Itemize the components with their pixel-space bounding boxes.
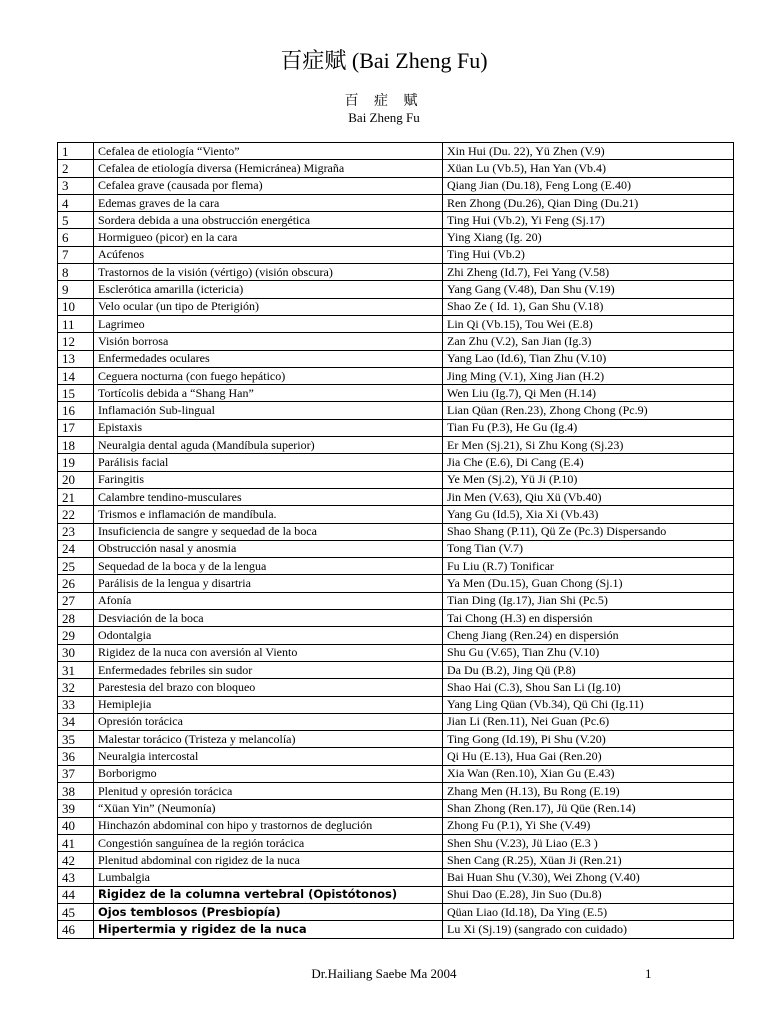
symptom-cell: Enfermedades febriles sin sudor (94, 661, 443, 678)
points-cell: Lin Qi (Vb.15), Tou Wei (E.8) (443, 315, 734, 332)
points-cell: Er Men (Sj.21), Si Zhu Kong (Sj.23) (443, 437, 734, 454)
row-number: 35 (58, 731, 94, 748)
points-cell: Yang Lao (Id.6), Tian Zhu (V.10) (443, 350, 734, 367)
row-number: 12 (58, 333, 94, 350)
table-row (58, 869, 734, 886)
symptoms-table (57, 142, 734, 939)
row-number: 28 (58, 610, 94, 627)
row-number: 3 (58, 177, 94, 194)
symptom-cell: Sequedad de la boca y de la lengua (94, 558, 443, 575)
symptom-cell: Insuficiencia de sangre y sequedad de la boca (94, 523, 443, 540)
table-row (58, 177, 734, 194)
table-row (58, 229, 734, 246)
page-title: 百症赋 (Bai Zheng Fu) (280, 48, 488, 73)
points-cell: Ye Men (Sj.2), Yü Ji (P.10) (443, 471, 734, 488)
symptom-cell: Odontalgia (94, 627, 443, 644)
row-number: 18 (58, 437, 94, 454)
points-cell: Tian Fu (P.3), He Gu (Ig.4) (443, 419, 734, 436)
row-number: 22 (58, 506, 94, 523)
row-number: 40 (58, 817, 94, 834)
symptom-cell: Velo ocular (un tipo de Pterigión) (94, 298, 443, 315)
row-number: 21 (58, 488, 94, 505)
table-row (58, 886, 734, 903)
symptom-cell: Epistaxis (94, 419, 443, 436)
table-row (58, 644, 734, 661)
symptom-cell: Desviación de la boca (94, 610, 443, 627)
row-number: 17 (58, 419, 94, 436)
row-number: 26 (58, 575, 94, 592)
row-number: 37 (58, 765, 94, 782)
points-cell: Cheng Jiang (Ren.24) en dispersión (443, 627, 734, 644)
points-cell: Xia Wan (Ren.10), Xian Gu (E.43) (443, 765, 734, 782)
points-cell: Jian Li (Ren.11), Nei Guan (Pc.6) (443, 713, 734, 730)
row-number: 25 (58, 558, 94, 575)
row-number: 30 (58, 644, 94, 661)
points-cell: Tong Tian (V.7) (443, 540, 734, 557)
symptom-cell: Inflamación Sub-lingual (94, 402, 443, 419)
symptom-cell: Hormigueo (picor) en la cara (94, 229, 443, 246)
symptom-cell: “Xüan Yin” (Neumonía) (94, 800, 443, 817)
symptom-cell: Neuralgia dental aguda (Mandíbula superior) (94, 437, 443, 454)
points-cell: Zhi Zheng (Id.7), Fei Yang (V.58) (443, 264, 734, 281)
points-cell: Shui Dao (E.28), Jin Suo (Du.8) (443, 886, 734, 903)
table-row (58, 419, 734, 436)
symptom-cell: Parestesia del brazo con bloqueo (94, 679, 443, 696)
row-number: 4 (58, 194, 94, 211)
table-row (58, 194, 734, 211)
table-row (58, 748, 734, 765)
row-number: 24 (58, 540, 94, 557)
symptom-cell: Faringitis (94, 471, 443, 488)
points-cell: Fu Liu (R.7) Tonificar (443, 558, 734, 575)
points-cell: Xin Hui (Du. 22), Yü Zhen (V.9) (443, 143, 734, 160)
table-row (58, 385, 734, 402)
symptom-cell: Tortícolis debida a “Shang Han” (94, 385, 443, 402)
table-row (58, 852, 734, 869)
points-cell: Shu Gu (V.65), Tian Zhu (V.10) (443, 644, 734, 661)
points-cell: Shao Ze ( Id. 1), Gan Shu (V.18) (443, 298, 734, 315)
row-number: 19 (58, 454, 94, 471)
symptom-cell: Lumbalgia (94, 869, 443, 886)
symptom-cell: Ceguera nocturna (con fuego hepático) (94, 367, 443, 384)
points-cell: Ting Hui (Vb.2), Yi Feng (Sj.17) (443, 212, 734, 229)
table-row (58, 800, 734, 817)
symptom-cell: Lagrimeo (94, 315, 443, 332)
points-cell: Shan Zhong (Ren.17), Jü Qüe (Ren.14) (443, 800, 734, 817)
symptom-cell: Opresión torácica (94, 713, 443, 730)
symptom-cell: Hipertermia y rigidez de la nuca (94, 921, 443, 938)
symptom-cell: Congestión sanguínea de la región torácica (94, 834, 443, 851)
table-row (58, 592, 734, 609)
symptom-cell: Trastornos de la visión (vértigo) (visión obscura) (94, 264, 443, 281)
row-number: 6 (58, 229, 94, 246)
points-cell: Tian Ding (Ig.17), Jian Shi (Pc.5) (443, 592, 734, 609)
table-row (58, 921, 734, 938)
row-number: 41 (58, 834, 94, 851)
page-number: 1 (645, 966, 652, 981)
symptom-cell: Hinchazón abdominal con hipo y trastornos de deglución (94, 817, 443, 834)
table-row (58, 315, 734, 332)
row-number: 34 (58, 713, 94, 730)
symptom-cell: Plenitud abdominal con rigidez de la nuca (94, 852, 443, 869)
row-number: 2 (58, 160, 94, 177)
row-number: 43 (58, 869, 94, 886)
symptom-cell: Malestar torácico (Tristeza y melancolía) (94, 731, 443, 748)
points-cell: Da Du (B.2), Jing Qü (P.8) (443, 661, 734, 678)
subtitle-pinyin: Bai Zheng Fu (348, 110, 420, 125)
symptom-cell: Rigidez de la nuca con aversión al Viento (94, 644, 443, 661)
points-cell: Jing Ming (V.1), Xing Jian (H.2) (443, 367, 734, 384)
symptom-cell: Plenitud y opresión torácica (94, 782, 443, 799)
points-cell: Zhong Fu (P.1), Yi She (V.49) (443, 817, 734, 834)
row-number: 16 (58, 402, 94, 419)
symptom-cell: Borborigmo (94, 765, 443, 782)
table-row (58, 679, 734, 696)
points-cell: Lu Xi (Sj.19) (sangrado con cuidado) (443, 921, 734, 938)
table-row (58, 506, 734, 523)
row-number: 27 (58, 592, 94, 609)
points-cell: Qi Hu (E.13), Hua Gai (Ren.20) (443, 748, 734, 765)
symptom-cell: Visión borrosa (94, 333, 443, 350)
table-row (58, 765, 734, 782)
row-number: 9 (58, 281, 94, 298)
points-cell: Wen Liu (Ig.7), Qi Men (H.14) (443, 385, 734, 402)
table-row (58, 575, 734, 592)
table-row (58, 558, 734, 575)
table-row (58, 834, 734, 851)
points-cell: Zhang Men (H.13), Bu Rong (E.19) (443, 782, 734, 799)
points-cell: Ren Zhong (Du.26), Qian Ding (Du.21) (443, 194, 734, 211)
row-number: 20 (58, 471, 94, 488)
row-number: 39 (58, 800, 94, 817)
points-cell: Jin Men (V.63), Qiu Xü (Vb.40) (443, 488, 734, 505)
row-number: 36 (58, 748, 94, 765)
symptoms-table-body (58, 143, 734, 939)
symptom-cell: Calambre tendino-musculares (94, 488, 443, 505)
points-cell: Xüan Lu (Vb.5), Han Yan (Vb.4) (443, 160, 734, 177)
points-cell: Ying Xiang (Ig. 20) (443, 229, 734, 246)
row-number: 10 (58, 298, 94, 315)
symptom-cell: Enfermedades oculares (94, 350, 443, 367)
row-number: 29 (58, 627, 94, 644)
points-cell: Ting Hui (Vb.2) (443, 246, 734, 263)
points-cell: Jia Che (E.6), Di Cang (E.4) (443, 454, 734, 471)
symptom-cell: Parálisis de la lengua y disartria (94, 575, 443, 592)
row-number: 44 (58, 886, 94, 903)
row-number: 46 (58, 921, 94, 938)
row-number: 11 (58, 315, 94, 332)
table-row (58, 782, 734, 799)
table-row (58, 333, 734, 350)
row-number: 14 (58, 367, 94, 384)
points-cell: Zan Zhu (V.2), San Jian (Ig.3) (443, 333, 734, 350)
points-cell: Yang Ling Qüan (Vb.34), Qü Chi (Ig.11) (443, 696, 734, 713)
row-number: 8 (58, 264, 94, 281)
table-row (58, 350, 734, 367)
points-cell: Bai Huan Shu (V.30), Wei Zhong (V.40) (443, 869, 734, 886)
symptom-cell: Acúfenos (94, 246, 443, 263)
row-number: 23 (58, 523, 94, 540)
footer-author: Dr.Hailiang Saebe Ma 2004 (311, 966, 457, 981)
symptom-cell: Obstrucción nasal y anosmia (94, 540, 443, 557)
points-cell: Shao Hai (C.3), Shou San Li (Ig.10) (443, 679, 734, 696)
points-cell: Ya Men (Du.15), Guan Chong (Sj.1) (443, 575, 734, 592)
table-row (58, 540, 734, 557)
table-row (58, 817, 734, 834)
table-row (58, 696, 734, 713)
table-row (58, 904, 734, 921)
row-number: 15 (58, 385, 94, 402)
table-row (58, 471, 734, 488)
row-number: 42 (58, 852, 94, 869)
table-row (58, 367, 734, 384)
row-number: 13 (58, 350, 94, 367)
points-cell: Tai Chong (H.3) en dispersión (443, 610, 734, 627)
points-cell: Ting Gong (Id.19), Pi Shu (V.20) (443, 731, 734, 748)
points-cell: Qüan Liao (Id.18), Da Ying (E.5) (443, 904, 734, 921)
points-cell: Qiang Jian (Du.18), Feng Long (E.40) (443, 177, 734, 194)
table-row (58, 160, 734, 177)
table-row (58, 246, 734, 263)
symptom-cell: Afonía (94, 592, 443, 609)
row-number: 5 (58, 212, 94, 229)
symptom-cell: Cefalea de etiología “Viento” (94, 143, 443, 160)
symptom-cell: Ojos temblosos (Presbiopía) (94, 904, 443, 921)
symptom-cell: Cefalea grave (causada por flema) (94, 177, 443, 194)
symptom-cell: Cefalea de etiología diversa (Hemicránea) Migraña (94, 160, 443, 177)
row-number: 7 (58, 246, 94, 263)
table-row (58, 298, 734, 315)
row-number: 31 (58, 661, 94, 678)
symptom-cell: Rigidez de la columna vertebral (Opistótonos) (94, 886, 443, 903)
table-row (58, 454, 734, 471)
table-row (58, 264, 734, 281)
symptom-cell: Sordera debida a una obstrucción energética (94, 212, 443, 229)
table-row (58, 713, 734, 730)
table-row (58, 281, 734, 298)
symptom-cell: Trismos e inflamación de mandíbula. (94, 506, 443, 523)
points-cell: Shen Cang (R.25), Xüan Ji (Ren.21) (443, 852, 734, 869)
table-row (58, 610, 734, 627)
symptom-cell: Parálisis facial (94, 454, 443, 471)
row-number: 38 (58, 782, 94, 799)
points-cell: Shen Shu (V.23), Jü Liao (E.3 ) (443, 834, 734, 851)
symptom-cell: Hemiplejia (94, 696, 443, 713)
table-row (58, 212, 734, 229)
points-cell: Yang Gu (Id.5), Xia Xi (Vb.43) (443, 506, 734, 523)
points-cell: Lian Qüan (Ren.23), Zhong Chong (Pc.9) (443, 402, 734, 419)
table-row (58, 143, 734, 160)
table-row (58, 523, 734, 540)
row-number: 33 (58, 696, 94, 713)
table-row (58, 402, 734, 419)
points-cell: Shao Shang (P.11), Qü Ze (Pc.3) Dispersando (443, 523, 734, 540)
row-number: 32 (58, 679, 94, 696)
table-row (58, 731, 734, 748)
points-cell: Yang Gang (V.48), Dan Shu (V.19) (443, 281, 734, 298)
symptom-cell: Edemas graves de la cara (94, 194, 443, 211)
subtitle-chinese: 百 症 赋 (344, 94, 424, 109)
row-number: 45 (58, 904, 94, 921)
symptom-cell: Neuralgia intercostal (94, 748, 443, 765)
table-row (58, 661, 734, 678)
table-row (58, 437, 734, 454)
table-row (58, 627, 734, 644)
symptom-cell: Esclerótica amarilla (ictericia) (94, 281, 443, 298)
row-number: 1 (58, 143, 94, 160)
table-row (58, 488, 734, 505)
